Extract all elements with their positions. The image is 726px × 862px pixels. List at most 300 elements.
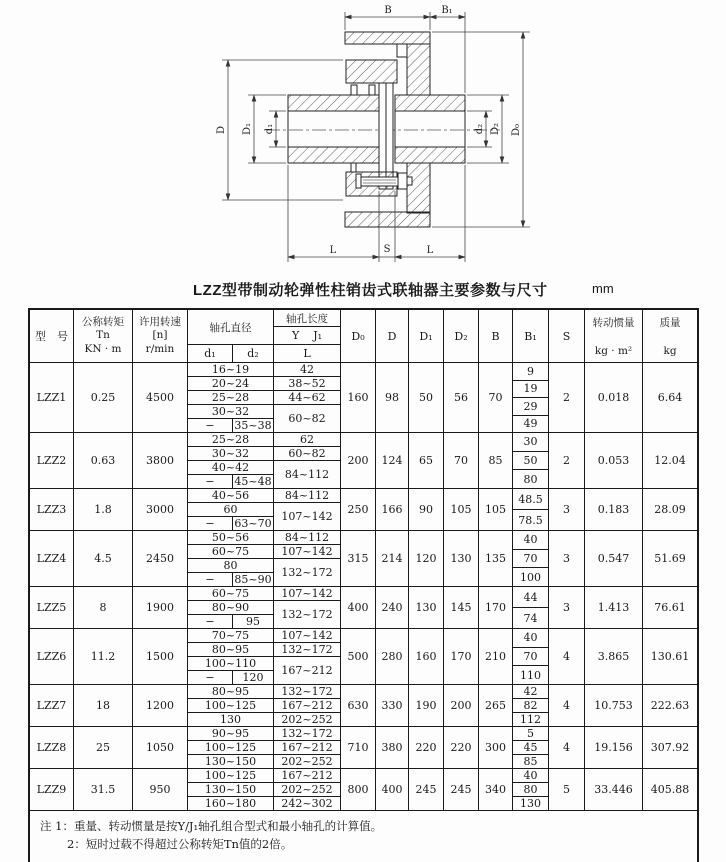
bore-row bbox=[188, 671, 273, 684]
header-D: D bbox=[376, 310, 409, 362]
b1-cell: 50 bbox=[513, 452, 548, 471]
bore-d2: 95 bbox=[246, 615, 260, 628]
s-cell: 3 bbox=[549, 531, 585, 586]
b1-cell: 49 bbox=[523, 417, 538, 431]
table-row bbox=[30, 433, 697, 489]
bore-row bbox=[188, 797, 273, 810]
bore-length-stack bbox=[274, 727, 341, 768]
length-cell: 202~252 bbox=[274, 783, 340, 797]
note-line-1: 注 1：重量、转动惯量是按Y/J₁轴孔组合型式和最小轴孔的计算值。 bbox=[40, 819, 383, 833]
dim-label-L-left: L bbox=[329, 245, 337, 256]
model-cell: LZZ5 bbox=[30, 587, 74, 628]
b1-cell: 80 bbox=[523, 472, 538, 486]
bore-range: 70~75 bbox=[211, 629, 250, 642]
b1-cell: 29 bbox=[513, 398, 548, 416]
b1-stack bbox=[513, 629, 549, 684]
table-row bbox=[30, 629, 697, 685]
header-inertia-l2: kg · m² bbox=[594, 345, 633, 357]
s-cell: 3 bbox=[549, 587, 585, 628]
b1-cell: 130 bbox=[520, 797, 541, 810]
length-cell: 242~302 bbox=[281, 797, 333, 810]
bore-row bbox=[188, 447, 273, 461]
bore-range: 16~19 bbox=[211, 363, 250, 376]
d1-cell: 190 bbox=[409, 685, 444, 726]
b1-cell: 40 bbox=[513, 769, 548, 783]
bore-range: 30~32 bbox=[211, 447, 250, 460]
header-mass bbox=[643, 310, 697, 362]
d2-cell: 105 bbox=[444, 489, 479, 530]
bore-range: 80 bbox=[223, 559, 238, 572]
inertia-cell: 0.053 bbox=[585, 433, 643, 488]
bore-row bbox=[188, 727, 273, 741]
table-header bbox=[30, 310, 697, 363]
bore-row bbox=[188, 601, 273, 615]
header-mass-l1: 质量 bbox=[659, 317, 681, 329]
torque-cell: 1.8 bbox=[74, 489, 133, 530]
header-bore-diameter bbox=[188, 310, 274, 362]
b1-cell: 78.5 bbox=[518, 513, 543, 527]
length-cell: 38~52 bbox=[274, 377, 340, 391]
d-cell: 330 bbox=[376, 685, 409, 726]
b1-cell: 85 bbox=[523, 755, 538, 768]
bore-row bbox=[188, 461, 273, 475]
b1-stack bbox=[513, 489, 549, 530]
bore-row bbox=[188, 587, 273, 601]
speed-cell: 950 bbox=[133, 769, 188, 810]
speed-cell: 1200 bbox=[133, 685, 188, 726]
torque-cell: 11.2 bbox=[74, 629, 133, 684]
header-S: S bbox=[549, 310, 585, 362]
b1-cell: 9 bbox=[513, 363, 548, 381]
d2-cell: 56 bbox=[444, 363, 479, 432]
bore-row bbox=[188, 559, 273, 573]
length-cell: 60~82 bbox=[274, 447, 340, 461]
torque-cell: 25 bbox=[74, 727, 133, 768]
bore-range: 25~28 bbox=[211, 433, 250, 446]
bore-range: 130 bbox=[220, 713, 241, 726]
b1-stack bbox=[513, 433, 549, 488]
b1-cell: 30 bbox=[513, 433, 548, 452]
bore-row bbox=[188, 433, 273, 447]
inertia-cell: 0.183 bbox=[585, 489, 643, 530]
d1-cell: 245 bbox=[409, 769, 444, 810]
dim-label-L-right: L bbox=[426, 245, 434, 256]
length-cell: 84~112 bbox=[274, 489, 340, 503]
model-cell: LZZ1 bbox=[30, 363, 74, 432]
dim-label-D0: D₀ bbox=[511, 123, 522, 137]
bore-d2: 85~90 bbox=[234, 573, 272, 586]
b1-cell: 112 bbox=[520, 713, 541, 726]
bore-length-stack bbox=[274, 587, 341, 628]
header-mass-l2: kg bbox=[663, 345, 677, 357]
bore-row bbox=[188, 713, 273, 726]
length-cell: 42 bbox=[274, 363, 340, 377]
header-torque-l1: 公称转矩 bbox=[82, 315, 124, 328]
bore-range: 50~56 bbox=[211, 531, 250, 544]
s-cell: 4 bbox=[549, 685, 585, 726]
bore-diameter-stack bbox=[188, 685, 274, 726]
bore-row bbox=[188, 391, 273, 405]
bore-row bbox=[188, 755, 273, 768]
header-speed-l1: 许用转速 bbox=[139, 315, 181, 328]
b1-stack bbox=[513, 587, 549, 628]
dim-label-D: D bbox=[216, 125, 227, 135]
bore-diameter-stack bbox=[188, 587, 274, 628]
dim-label-d2: d₂ bbox=[474, 123, 485, 135]
length-cell: 107~142 bbox=[274, 587, 340, 601]
bore-row bbox=[188, 783, 273, 797]
table-notes bbox=[30, 811, 697, 862]
b1-cell: 5 bbox=[513, 727, 548, 741]
coupling-cross-section-drawing bbox=[0, 0, 726, 272]
bore-range: 25~28 bbox=[211, 391, 250, 404]
bore-range: 90~95 bbox=[211, 727, 250, 740]
bore-length-stack bbox=[274, 685, 341, 726]
b1-cell: 74 bbox=[523, 611, 538, 625]
header-speed-l2: [n] bbox=[152, 329, 168, 342]
d0-cell: 200 bbox=[341, 433, 376, 488]
mass-cell: 28.09 bbox=[654, 503, 686, 516]
bore-row bbox=[188, 741, 273, 755]
bore-length-stack bbox=[274, 531, 341, 586]
inertia-cell: 33.446 bbox=[585, 769, 643, 810]
s-cell: 5 bbox=[549, 769, 585, 810]
s-cell: 2 bbox=[549, 363, 585, 432]
length-cell: 62 bbox=[274, 433, 340, 447]
d2-cell: 70 bbox=[444, 433, 479, 488]
bore-row bbox=[188, 615, 273, 628]
unit-label: mm bbox=[592, 281, 614, 296]
length-cell: 202~252 bbox=[281, 755, 333, 768]
b1-cell: 45 bbox=[513, 741, 548, 755]
bore-range: 30~32 bbox=[211, 405, 250, 418]
bore-length-stack bbox=[274, 433, 341, 488]
header-B: B bbox=[479, 310, 513, 362]
bore-row bbox=[188, 699, 273, 713]
d-cell: 124 bbox=[376, 433, 409, 488]
length-cell: 84~112 bbox=[284, 468, 330, 481]
length-cell: 132~172 bbox=[281, 608, 333, 621]
header-inertia-l1: 转动惯量 bbox=[592, 317, 635, 329]
header-d1: d₁ bbox=[188, 345, 233, 362]
bore-row bbox=[188, 769, 273, 783]
d1-cell: 160 bbox=[409, 629, 444, 684]
d1-cell: 130 bbox=[409, 587, 444, 628]
d-cell: 400 bbox=[376, 769, 409, 810]
model-cell: LZZ9 bbox=[30, 769, 74, 810]
model-cell: LZZ4 bbox=[30, 531, 74, 586]
b1-cell: 42 bbox=[513, 685, 548, 699]
bore-row bbox=[188, 643, 273, 657]
length-cell: 132~172 bbox=[281, 566, 333, 579]
inertia-cell: 10.753 bbox=[585, 685, 643, 726]
length-cell: 167~212 bbox=[274, 741, 340, 755]
b1-cell: 70 bbox=[513, 550, 548, 569]
header-speed bbox=[133, 310, 188, 362]
b1-cell: 19 bbox=[513, 381, 548, 399]
b1-cell: 80 bbox=[513, 783, 548, 797]
note-line-2: 2：短时过载不得超过公称转矩Tn值的2倍。 bbox=[67, 837, 293, 852]
header-bore-diameter-label: 轴孔直径 bbox=[188, 310, 273, 345]
bore-diameter-stack bbox=[188, 433, 274, 488]
d2-cell: 145 bbox=[444, 587, 479, 628]
inertia-cell: 0.018 bbox=[585, 363, 643, 432]
d1-cell: 120 bbox=[409, 531, 444, 586]
bore-row bbox=[188, 405, 273, 419]
bore-row bbox=[188, 503, 273, 517]
table-title: LZZ型带制动轮弹性柱销齿式联轴器主要参数与尺寸 bbox=[193, 282, 548, 299]
d-cell: 240 bbox=[376, 587, 409, 628]
dim-label-D2: D₂ bbox=[490, 122, 501, 136]
mass-cell: 130.61 bbox=[650, 650, 690, 663]
bore-d1: − bbox=[188, 615, 233, 628]
bore-d1: − bbox=[188, 671, 233, 684]
d0-cell: 400 bbox=[341, 587, 376, 628]
header-yj1: Y J₁ bbox=[274, 327, 340, 345]
d-cell: 98 bbox=[376, 363, 409, 432]
header-model: 型 号 bbox=[30, 310, 74, 362]
b-cell: 85 bbox=[479, 433, 513, 488]
bore-range: 130~150 bbox=[204, 783, 257, 796]
table-row bbox=[30, 363, 697, 433]
bore-d2: 120 bbox=[242, 671, 264, 684]
bore-diameter-stack bbox=[188, 489, 274, 530]
d0-cell: 800 bbox=[341, 769, 376, 810]
bore-range: 40~56 bbox=[211, 489, 250, 502]
table-row bbox=[30, 769, 697, 811]
model-cell: LZZ3 bbox=[30, 489, 74, 530]
bore-range: 100~125 bbox=[204, 741, 257, 754]
bore-range: 160~180 bbox=[204, 797, 257, 810]
bore-range: 60 bbox=[223, 503, 238, 516]
b1-cell: 70 bbox=[513, 648, 548, 667]
bore-range: 20~24 bbox=[211, 377, 250, 390]
b-cell: 70 bbox=[479, 363, 513, 432]
bore-row bbox=[188, 531, 273, 545]
torque-cell: 8 bbox=[74, 587, 133, 628]
header-torque bbox=[74, 310, 133, 362]
bore-diameter-stack bbox=[188, 629, 274, 684]
table-row bbox=[30, 685, 697, 727]
bore-length-stack bbox=[274, 629, 341, 684]
model-cell: LZZ7 bbox=[30, 685, 74, 726]
bore-range: 60~75 bbox=[211, 587, 250, 600]
header-B1: B₁ bbox=[513, 310, 549, 362]
torque-cell: 31.5 bbox=[74, 769, 133, 810]
mass-cell: 12.04 bbox=[654, 454, 686, 467]
bore-row bbox=[188, 363, 273, 377]
table-row bbox=[30, 727, 697, 769]
bore-diameter-stack bbox=[188, 363, 274, 432]
inertia-cell: 1.413 bbox=[585, 587, 643, 628]
d-cell: 214 bbox=[376, 531, 409, 586]
table-row bbox=[30, 587, 697, 629]
bore-d1: − bbox=[188, 419, 233, 432]
bore-length-stack bbox=[274, 363, 341, 432]
d-cell: 280 bbox=[376, 629, 409, 684]
d1-cell: 90 bbox=[409, 489, 444, 530]
header-bore-length bbox=[274, 310, 341, 362]
speed-cell: 1050 bbox=[133, 727, 188, 768]
d1-cell: 220 bbox=[409, 727, 444, 768]
d1-cell: 65 bbox=[409, 433, 444, 488]
b1-cell: 44 bbox=[513, 587, 548, 608]
header-d-subrow bbox=[188, 345, 273, 362]
d2-cell: 200 bbox=[444, 685, 479, 726]
length-cell: 60~82 bbox=[288, 412, 326, 425]
mass-cell: 6.64 bbox=[657, 391, 683, 404]
torque-cell: 0.63 bbox=[74, 433, 133, 488]
bore-range: 100~110 bbox=[204, 657, 257, 670]
model-cell: LZZ8 bbox=[30, 727, 74, 768]
length-cell: 84~112 bbox=[274, 531, 340, 545]
bore-diameter-stack bbox=[188, 531, 274, 586]
dim-label-D1: D₁ bbox=[242, 122, 253, 136]
b1-cell: 40 bbox=[513, 629, 548, 648]
model-cell: LZZ6 bbox=[30, 629, 74, 684]
length-cell: 202~252 bbox=[281, 713, 333, 726]
bore-row bbox=[188, 517, 273, 530]
bore-range: 60~75 bbox=[211, 545, 250, 558]
bore-length-stack bbox=[274, 489, 341, 530]
header-torque-l2: Tn bbox=[96, 329, 110, 342]
length-cell: 167~212 bbox=[281, 664, 333, 677]
length-cell: 44~62 bbox=[274, 391, 340, 405]
length-cell: 107~142 bbox=[274, 545, 340, 559]
mass-cell: 76.61 bbox=[654, 601, 686, 614]
dim-label-B: B bbox=[384, 5, 392, 16]
bore-range: 80~90 bbox=[211, 601, 250, 614]
b1-stack bbox=[513, 685, 549, 726]
d-cell: 166 bbox=[376, 489, 409, 530]
table-body bbox=[30, 363, 697, 811]
b1-cell: 110 bbox=[520, 668, 541, 682]
inertia-cell: 19.156 bbox=[585, 727, 643, 768]
bore-d1: − bbox=[188, 517, 233, 530]
length-cell: 107~142 bbox=[274, 629, 340, 643]
dim-label-d1: d₁ bbox=[264, 123, 275, 135]
b1-cell: 48.5 bbox=[513, 489, 548, 510]
header-bore-group bbox=[188, 310, 341, 362]
length-cell: 132~172 bbox=[274, 727, 340, 741]
length-cell: 167~212 bbox=[274, 699, 340, 713]
bore-d2: 63~70 bbox=[234, 517, 272, 530]
bore-row bbox=[188, 573, 273, 586]
header-torque-l3: KN · m bbox=[84, 342, 122, 355]
d1-cell: 50 bbox=[409, 363, 444, 432]
header-D2: D₂ bbox=[444, 310, 479, 362]
b1-cell: 100 bbox=[520, 570, 541, 584]
speed-cell: 1500 bbox=[133, 629, 188, 684]
b-cell: 340 bbox=[479, 769, 513, 810]
d0-cell: 315 bbox=[341, 531, 376, 586]
d0-cell: 630 bbox=[341, 685, 376, 726]
speed-cell: 2450 bbox=[133, 531, 188, 586]
mass-cell: 51.69 bbox=[654, 552, 686, 565]
length-cell: 167~212 bbox=[274, 769, 340, 783]
parameter-table bbox=[28, 308, 699, 862]
header-D1: D₁ bbox=[409, 310, 444, 362]
bore-d2: 35~38 bbox=[234, 419, 272, 432]
s-cell: 4 bbox=[549, 727, 585, 768]
bore-row bbox=[188, 657, 273, 671]
bore-d1: − bbox=[188, 573, 233, 586]
d0-cell: 250 bbox=[341, 489, 376, 530]
bore-range: 130~150 bbox=[204, 755, 257, 768]
b1-stack bbox=[513, 727, 549, 768]
bore-d2: 45~48 bbox=[234, 475, 272, 488]
speed-cell: 3000 bbox=[133, 489, 188, 530]
dim-label-S: S bbox=[383, 244, 391, 255]
d-cell: 380 bbox=[376, 727, 409, 768]
mass-cell: 222.63 bbox=[650, 699, 690, 712]
bore-row bbox=[188, 489, 273, 503]
s-cell: 4 bbox=[549, 629, 585, 684]
length-cell: 132~172 bbox=[274, 643, 340, 657]
bore-row bbox=[188, 377, 273, 391]
d2-cell: 245 bbox=[444, 769, 479, 810]
header-d2: d₂ bbox=[247, 347, 259, 360]
b1-cell: 82 bbox=[513, 699, 548, 713]
speed-cell: 1900 bbox=[133, 587, 188, 628]
b1-stack bbox=[513, 363, 549, 432]
bore-range: 100~125 bbox=[204, 769, 257, 782]
torque-cell: 18 bbox=[74, 685, 133, 726]
inertia-cell: 0.547 bbox=[585, 531, 643, 586]
d0-cell: 710 bbox=[341, 727, 376, 768]
brake-wheel-and-hubs bbox=[288, 32, 465, 227]
b1-stack bbox=[513, 769, 549, 810]
torque-cell: 4.5 bbox=[74, 531, 133, 586]
table-row bbox=[30, 489, 697, 531]
b-cell: 135 bbox=[479, 531, 513, 586]
bore-row bbox=[188, 419, 273, 432]
model-cell: LZZ2 bbox=[30, 433, 74, 488]
bore-row bbox=[188, 545, 273, 559]
torque-cell: 0.25 bbox=[74, 363, 133, 432]
inertia-cell: 3.865 bbox=[585, 629, 643, 684]
bore-range: 100~125 bbox=[204, 699, 257, 712]
s-cell: 3 bbox=[549, 489, 585, 530]
header-inertia bbox=[585, 310, 643, 362]
speed-cell: 4500 bbox=[133, 363, 188, 432]
d2-cell: 220 bbox=[444, 727, 479, 768]
b1-stack bbox=[513, 531, 549, 586]
b-cell: 265 bbox=[479, 685, 513, 726]
bore-row bbox=[188, 475, 273, 488]
b-cell: 300 bbox=[479, 727, 513, 768]
dim-label-B1: B₁ bbox=[441, 5, 453, 16]
header-bore-length-label: 轴孔长度 bbox=[274, 310, 340, 327]
bore-row bbox=[188, 685, 273, 699]
s-cell: 2 bbox=[549, 433, 585, 488]
bore-diameter-stack bbox=[188, 769, 274, 810]
bore-row bbox=[188, 629, 273, 643]
b-cell: 210 bbox=[479, 629, 513, 684]
b-cell: 105 bbox=[479, 489, 513, 530]
header-l: L bbox=[303, 347, 311, 360]
length-cell: 107~142 bbox=[281, 510, 333, 523]
b-cell: 170 bbox=[479, 587, 513, 628]
speed-cell: 3800 bbox=[133, 433, 188, 488]
bore-length-stack bbox=[274, 769, 341, 810]
header-speed-l3: r/min bbox=[145, 342, 175, 355]
bore-d1: − bbox=[188, 475, 233, 488]
d0-cell: 500 bbox=[341, 629, 376, 684]
mass-cell: 307.92 bbox=[650, 741, 690, 754]
bore-range: 80~95 bbox=[211, 685, 250, 698]
mass-cell: 405.88 bbox=[650, 783, 690, 796]
